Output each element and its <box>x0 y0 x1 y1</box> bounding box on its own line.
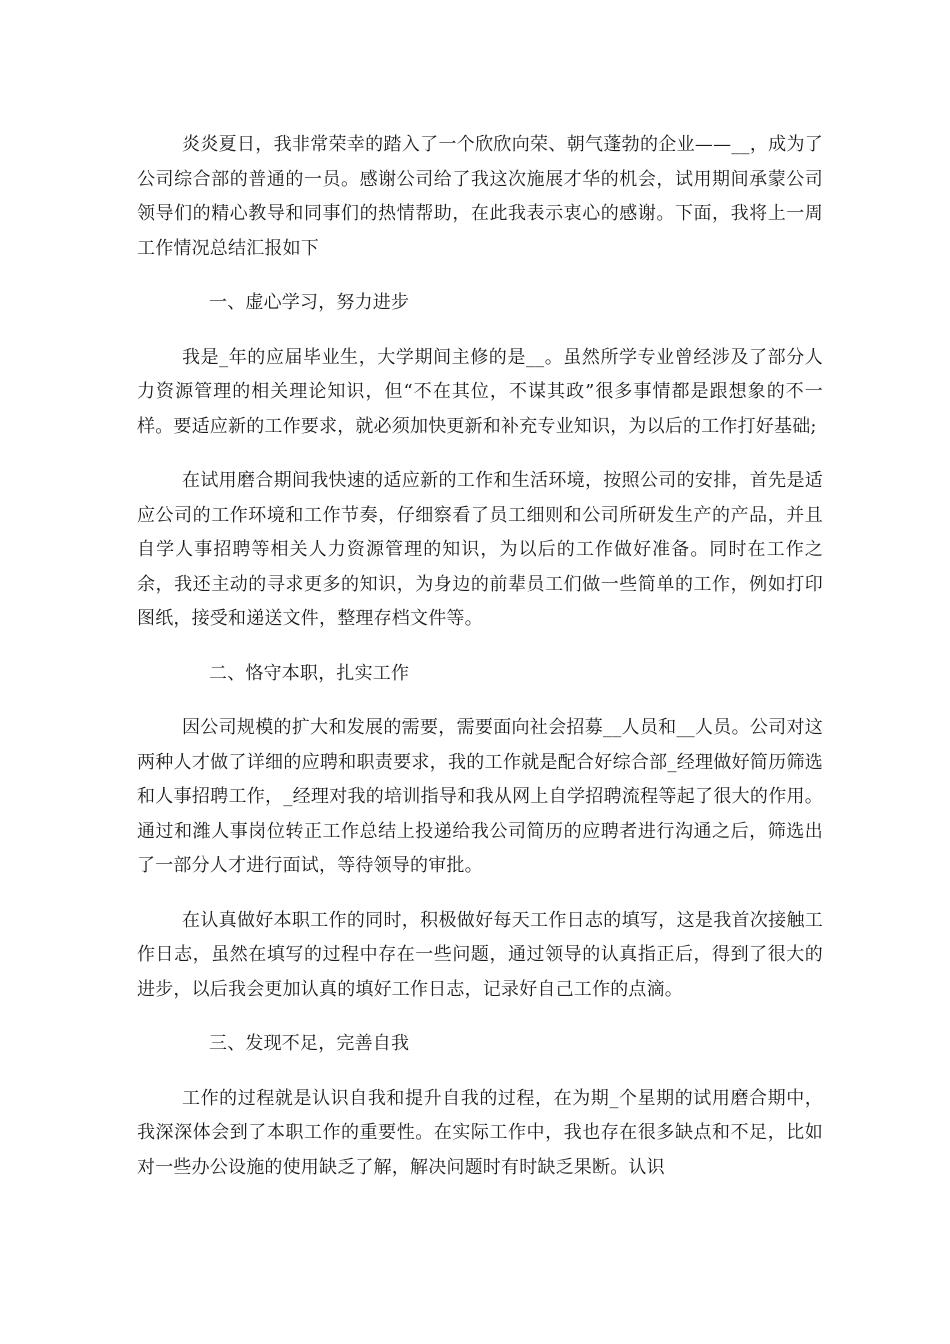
paragraph-work-log: 在认真做好本职工作的同时，积极做好每天工作日志的填写，这是我首次接触工作日志，虽然在填写的过程中存在一些问题，通过领导的认真指正后，得到了很大的进步，以后我会更加认真的填好工作日志，记录好自己工作的点滴。 <box>137 909 823 1000</box>
section-heading-1: 一、虚心学习，努力进步 <box>209 292 410 313</box>
document-body <box>137 128 823 1205</box>
section-heading-3: 三、发现不足，完善自我 <box>209 1033 410 1054</box>
paragraph-recruitment: 因公司规模的扩大和发展的需要，需要面向社会招募__人员和__人员。公司对这两种人才做了详细的应聘和职责要求，我的工作就是配合好综合部_经理做好简历筛选和人事招聘工作，_经理对我的培训指导和我从网上自学招聘流程等起了很大的作用。通过和潍人事岗位转正工作总结上投递给我公司简历的应聘者进行沟通之后，筛选出了一部分人才进行面试，等待领导的审批。 <box>137 717 823 876</box>
paragraph-self-improvement: 工作的过程就是认识自我和提升自我的过程，在为期_个星期的试用磨合期中，我深深体会到了本职工作的重要性。在实际工作中，我也存在很多缺点和不足，比如对一些办公设施的使用缺乏了解，解决问题时有时缺乏果断。认识 <box>137 1087 823 1178</box>
paragraph-study: 我是_年的应届毕业生，大学期间主修的是__。虽然所学专业曾经涉及了部分人力资源管理的相关理论知识，但“不在其位，不谋其政”很多事情都是跟想象的不一样。要适应新的工作要求，就必须加快更新和补充专业知识，为以后的工作打好基础; <box>137 346 823 437</box>
paragraph-intro: 炎炎夏日，我非常荣幸的踏入了一个欣欣向荣、朝气蓬勃的企业——__，成为了公司综合部的普通的一员。感谢公司给了我这次施展才华的机会，试用期间承蒙公司领导们的精心教导和同事们的热情帮助，在此我表示衷心的感谢。下面，我将上一周工作情况总结汇报如下 <box>137 134 823 259</box>
paragraph-adaptation: 在试用磨合期间我快速的适应新的工作和生活环境，按照公司的安排，首先是适应公司的工作环境和工作节奏，仔细察看了员工细则和公司所研发生产的产品，并且自学人事招聘等相关人力资源管理的知识，为以后的工作做好准备。同时在工作之余，我还主动的寻求更多的知识，为身边的前辈员工们做一些简单的工作，例如打印图纸，接受和递送文件，整理存档文件等。 <box>137 470 823 629</box>
section-heading-2: 二、恪守本职，扎实工作 <box>209 662 410 684</box>
